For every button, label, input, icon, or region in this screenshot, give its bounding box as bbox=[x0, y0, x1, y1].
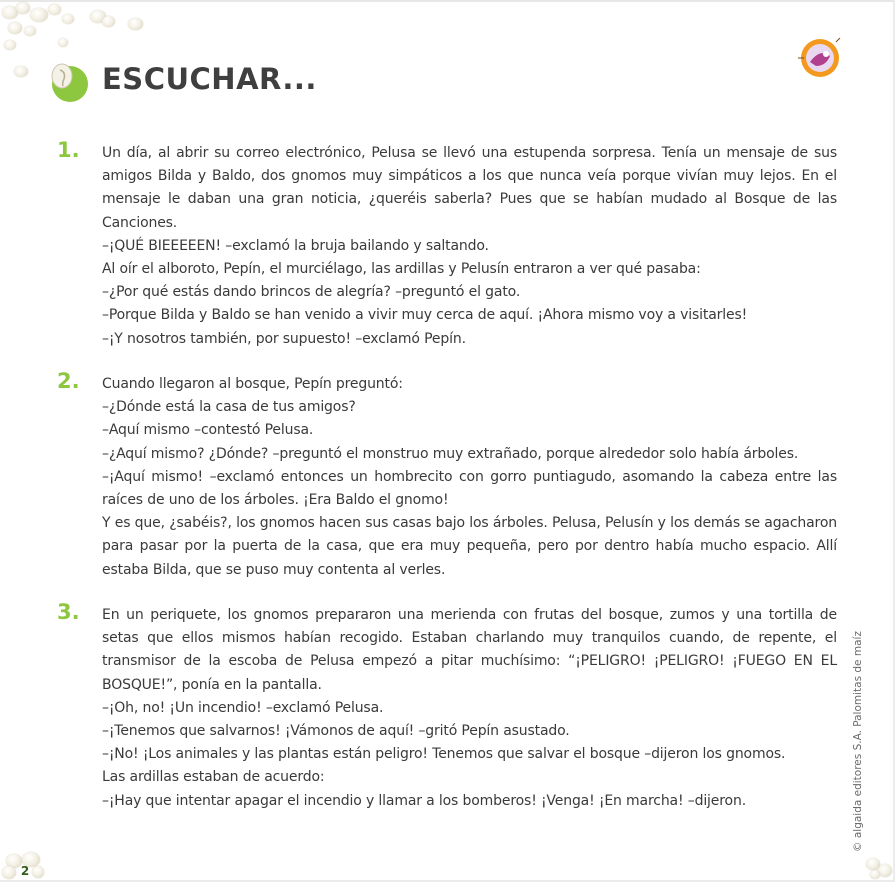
top-border bbox=[0, 0, 895, 2]
paragraph: –¡Hay que intentar apagar el incendio y llamar a los bomberos! ¡Venga! ¡En marcha! –dijeron. bbox=[102, 792, 746, 809]
copyright-credit: © algaida editores S.A. Palomitas de maíz bbox=[852, 631, 864, 852]
section-number: 3. bbox=[57, 600, 80, 624]
section-number: 2. bbox=[57, 369, 80, 393]
paragraph: Y es que, ¿sabéis?, los gnomos hacen sus casas bajo los árboles. Pelusa, Pelusín y los demás se agacharon para pasar por la puerta de la casa, que era muy pequeña, pero por dentro había mucho espacio. Allí estaba Bilda, que se puso muy contenta al verles. bbox=[102, 515, 837, 578]
green-ear-listening-icon bbox=[44, 58, 90, 104]
paragraph: –¡Oh, no! ¡Un incendio! –exclamó Pelusa. bbox=[102, 699, 384, 716]
page-title: ESCUCHAR... bbox=[102, 62, 317, 96]
paragraph: –¡Aquí mismo! –exclamó entonces un hombrecito con gorro puntiagudo, asomando la cabeza entre las raíces de uno de los árboles. ¡Era Baldo el gnomo! bbox=[102, 468, 837, 509]
paragraph: –Aquí mismo –contestó Pelusa. bbox=[102, 422, 314, 439]
paragraph: Al oír el alboroto, Pepín, el murciélago, las ardillas y Pelusín entraron a ver qué pasaba: bbox=[102, 261, 701, 278]
paragraph: –¡No! ¡Los animales y las plantas están peligro! Tenemos que salvar el bosque –dijeron los gnomos. bbox=[102, 746, 786, 763]
paragraph: –¡Tenemos que salvarnos! ¡Vámonos de aquí! –gritó Pepín asustado. bbox=[102, 723, 570, 740]
paragraph: –¿Dónde está la casa de tus amigos? bbox=[102, 399, 356, 416]
orange-magic-badge-icon bbox=[796, 36, 842, 80]
paragraph: Cuando llegaron al bosque, Pepín preguntó: bbox=[102, 376, 403, 392]
page-number: 2 bbox=[20, 864, 30, 878]
paragraph: –Porque Bilda y Baldo se han venido a vivir muy cerca de aquí. ¡Ahora mismo voy a visitarles! bbox=[102, 307, 748, 324]
paragraph: Las ardillas estaban de acuerdo: bbox=[102, 769, 325, 786]
section-number: 1. bbox=[57, 138, 80, 162]
paragraph: Un día, al abrir su correo electrónico, Pelusa se llevó una estupenda sorpresa. Tenía un mensaje de sus amigos Bilda y Baldo, dos gnomos muy simpáticos a los que nunca veía porque vivían muy lejos. En el mensaje le daban una gran noticia, ¿queréis saberla? Pues que se habían mudado al Bosque de las Canciones. bbox=[102, 145, 837, 231]
paragraph: –¡QUÉ BIEEEEEN! –exclamó la bruja bailando y saltando. bbox=[102, 237, 489, 254]
paragraph: –¿Aquí mismo? ¿Dónde? –preguntó el monstruo muy extrañado, porque alrededor solo había árboles. bbox=[102, 445, 799, 462]
paragraph: En un periquete, los gnomos prepararon una merienda con frutas del bosque, zumos y una tortilla de setas que ellos mismos habían recogido. Estaban charlando muy tranquilos cuando, de repente, el transmisor de la escoba de Pelusa empezó a pitar muchísimo: “¡PELIGRO! ¡PELIGRO! ¡FUEGO EN EL BOSQUE!”, ponía en la pantalla. bbox=[102, 607, 837, 693]
paragraph: –¡Y nosotros también, por supuesto! –exclamó Pepín. bbox=[102, 330, 466, 347]
paragraph: –¿Por qué estás dando brincos de alegría? –preguntó el gato. bbox=[102, 284, 521, 301]
